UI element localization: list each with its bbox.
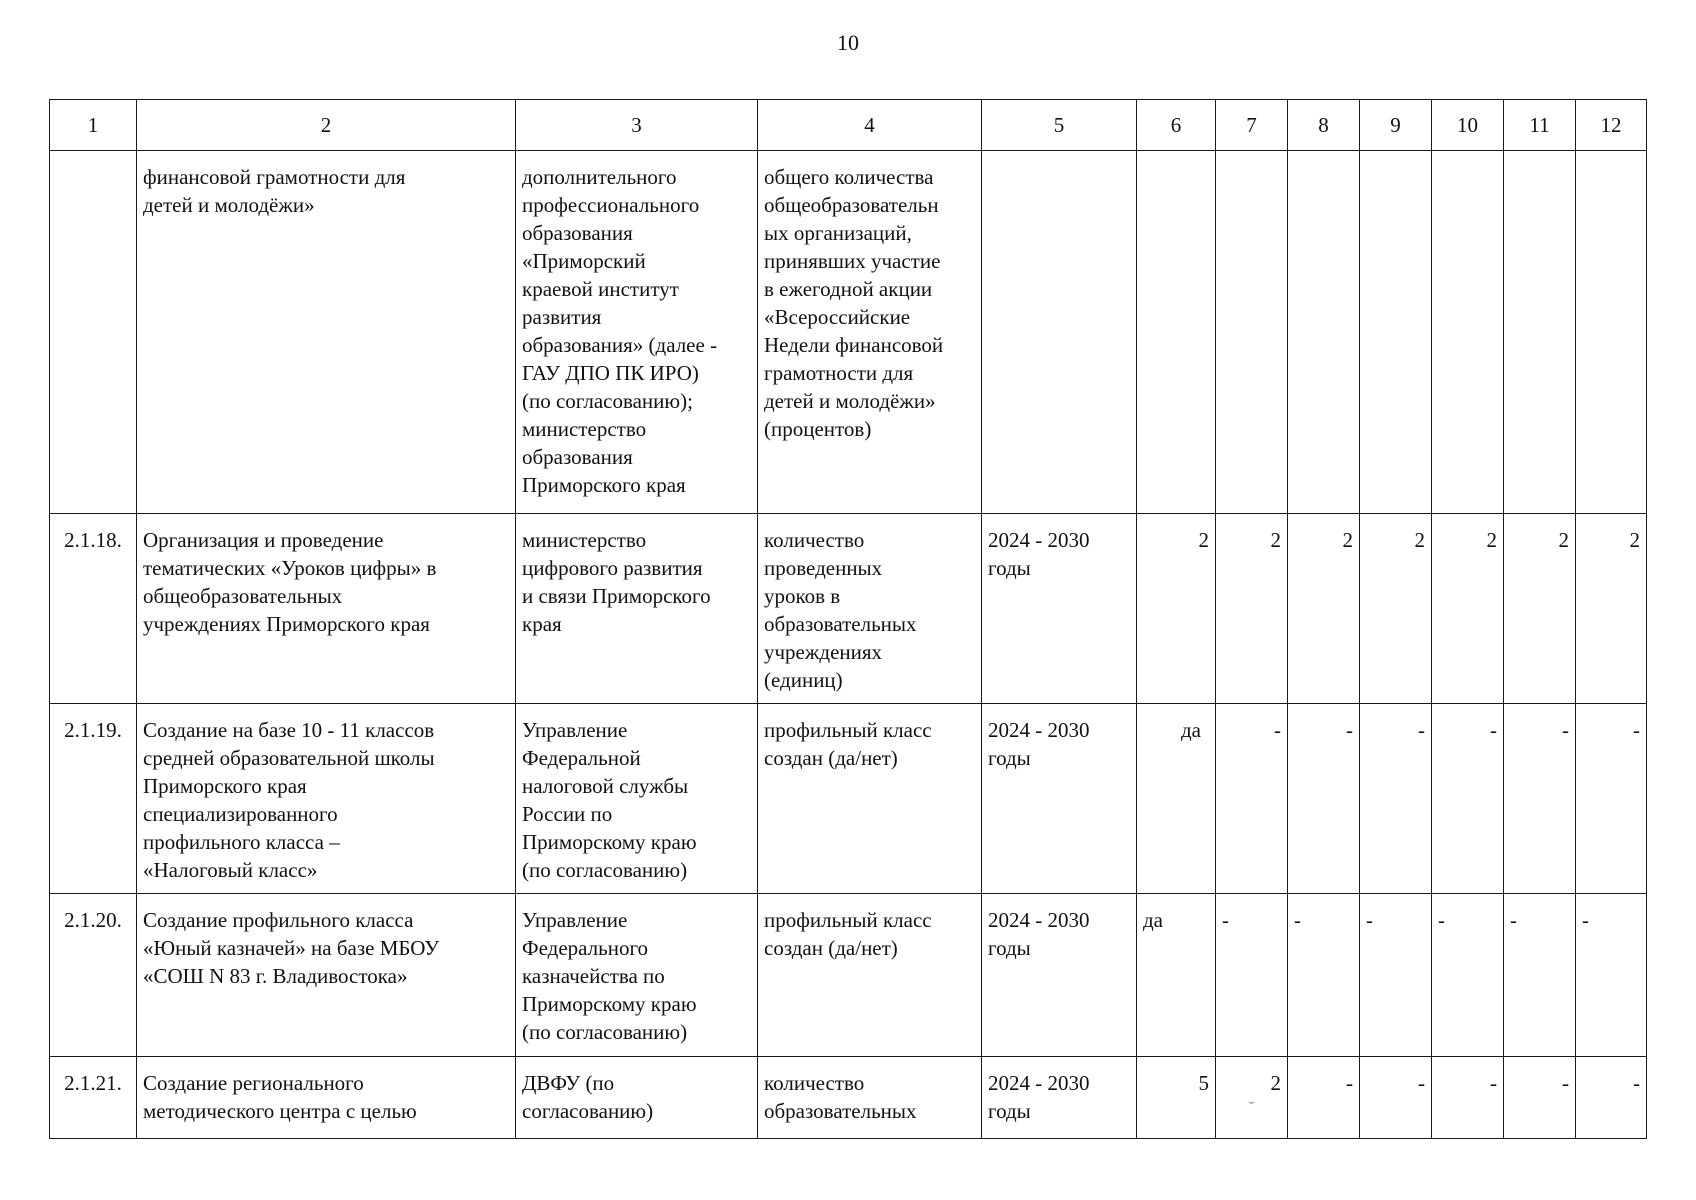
value-2030: - [1576,1057,1647,1139]
period: 2024 - 2030 годы [982,704,1137,894]
header-col-3: 3 [516,100,758,151]
value-2026: 2 [1288,514,1360,704]
value-2030: - [1576,894,1647,1057]
value-2030 [1576,151,1647,514]
period [982,151,1137,514]
header-col-2: 2 [137,100,516,151]
header-col-7: 7 [1216,100,1288,151]
executor: министерство цифрового развития и связи Приморского края [516,514,758,704]
page-number: 10 [837,30,859,55]
measure-name: Организация и проведение тематических «Уроков цифры» в общеобразовательных учреждениях Приморского края [137,514,516,704]
row-number: 2.1.21. [50,1057,137,1139]
table-row [50,1057,1647,1139]
indicator: количество проведенных уроков в образовательных учреждениях (единиц) [758,514,982,704]
executor: Управление Федерального казначейства по Приморскому краю (по согласованию) [516,894,758,1057]
value-2028 [1432,151,1504,514]
indicator: профильный класс создан (да/нет) [758,704,982,894]
value-2030: 2 [1576,514,1647,704]
value-2024: 5 [1137,1057,1216,1139]
header-col-8: 8 [1288,100,1360,151]
value-2026 [1288,151,1360,514]
row-number: 2.1.18. [50,514,137,704]
table-row [50,151,1647,514]
header-row [50,100,1647,151]
value-2024: да [1137,704,1216,894]
value-2029 [1504,151,1576,514]
value-2024: 2 [1137,514,1216,704]
table-row [50,894,1647,1057]
executor: ДВФУ (по согласованию) [516,1057,758,1139]
row-number: 2.1.19. [50,704,137,894]
header-col-10: 10 [1432,100,1504,151]
value-2027: - [1360,1057,1432,1139]
table-header [50,100,1647,151]
header-col-9: 9 [1360,100,1432,151]
value-2028: - [1432,1057,1504,1139]
period: 2024 - 2030 годы [982,514,1137,704]
header-col-4: 4 [758,100,982,151]
value-2024 [1137,151,1216,514]
value-2029: - [1504,1057,1576,1139]
value-2024: да [1137,894,1216,1057]
value-2029: 2 [1504,514,1576,704]
executor: дополнительного профессионального образования «Приморский краевой институт развития образования» (далее - ГАУ ДПО ПК ИРО) (по согласованию); министерство образования Приморского края [516,151,758,514]
value-2025: 2 [1216,514,1288,704]
indicator: профильный класс создан (да/нет) [758,894,982,1057]
header-col-5: 5 [982,100,1137,151]
value-2025: - [1216,704,1288,894]
value-2026: - [1288,704,1360,894]
table-row [50,704,1647,894]
measure-name: Создание регионального методического центра с целью [137,1057,516,1139]
row-number [50,151,137,514]
value-2026: - [1288,894,1360,1057]
value-2028: - [1432,894,1504,1057]
period: 2024 - 2030 годы [982,1057,1137,1139]
value-2025: - [1216,894,1288,1057]
table-body [50,151,1647,1139]
row-number: 2.1.20. [50,894,137,1057]
period: 2024 - 2030 годы [982,894,1137,1057]
value-2029: - [1504,894,1576,1057]
value-2027: 2 [1360,514,1432,704]
measure-name: финансовой грамотности для детей и молодёжи» [137,151,516,514]
value-2027 [1360,151,1432,514]
header-col-11: 11 [1504,100,1576,151]
table-row [50,514,1647,704]
value-2025 [1216,151,1288,514]
measure-name: Создание на базе 10 - 11 классов средней образовательной школы Приморского края специализированного профильного класса – «Налоговый класс» [137,704,516,894]
header-col-1: 1 [50,100,137,151]
value-2030: - [1576,704,1647,894]
indicator: общего количества общеобразовательн ых организаций, принявших участие в ежегодной акции «Всероссийские Недели финансовой грамотности для детей и молодёжи» (процентов) [758,151,982,514]
value-2029: - [1504,704,1576,894]
header-col-6: 6 [1137,100,1216,151]
value-2027: - [1360,704,1432,894]
value-2025-text: 2 [1270,1071,1281,1095]
header-col-12: 12 [1576,100,1647,151]
scan-smudge-icon: ⌣ [1248,1097,1255,1108]
value-2025 [1216,1057,1288,1139]
executor: Управление Федеральной налоговой службы России по Приморскому краю (по согласованию) [516,704,758,894]
value-2028: 2 [1432,514,1504,704]
value-2028: - [1432,704,1504,894]
program-table [49,99,1647,1139]
measure-name: Создание профильного класса «Юный казначей» на базе МБОУ «СОШ N 83 г. Владивостока» [137,894,516,1057]
value-2027: - [1360,894,1432,1057]
indicator: количество образовательных [758,1057,982,1139]
value-2026: - [1288,1057,1360,1139]
